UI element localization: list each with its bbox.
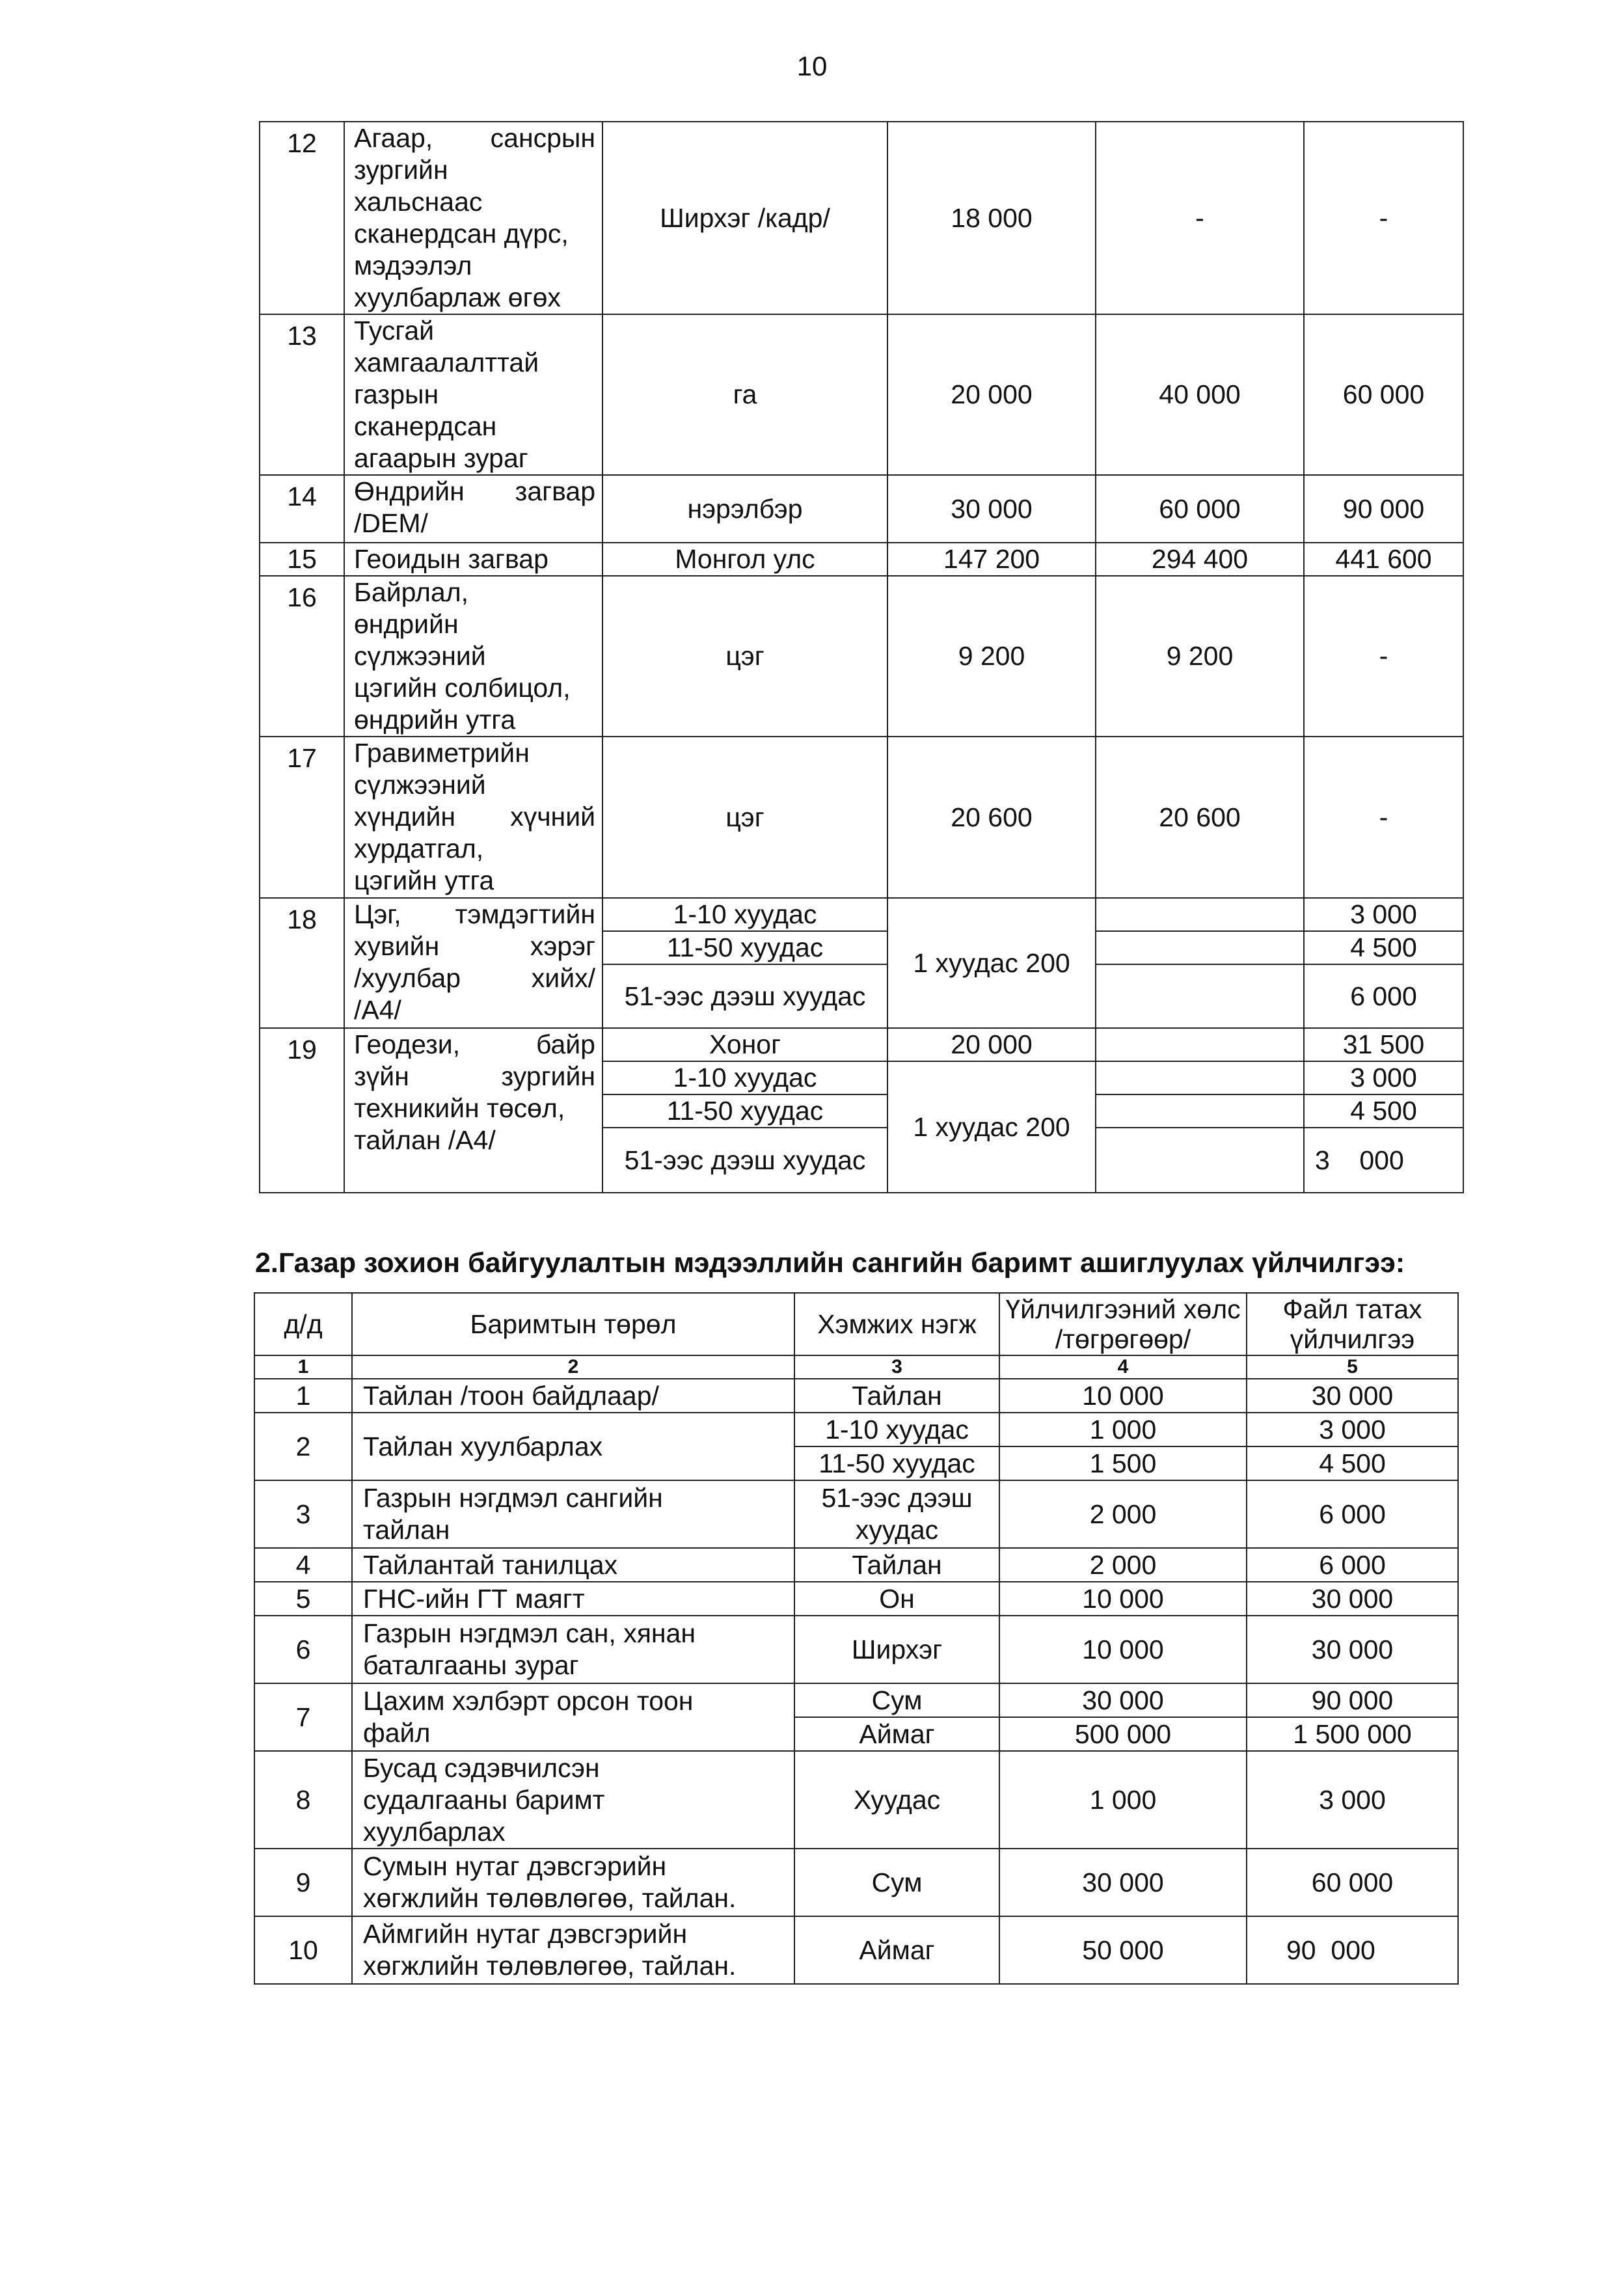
table-row [254,1548,1458,1582]
price-1: 20 000 [887,1028,1096,1061]
price-1: 1 хуудас 200 [887,898,1096,1028]
row-file: 4 500 [1247,1446,1458,1480]
row-fee: 1 000 [999,1751,1247,1849]
row-number: 8 [254,1751,352,1849]
price-3: 3 000 [1304,1061,1463,1094]
price-table-land-database [254,1292,1459,1985]
row-type: Сумын нутаг дэвсгэрийн хөгжлийн төлөвлөгөө, тайлан. [352,1849,794,1916]
row-type: Тайлантай танилцах [352,1548,794,1582]
row-unit: 11-50 хуудас [794,1446,999,1480]
row-description: Тусгай хамгаалалттай газрын сканердсан агаарын зураг [344,314,602,475]
row-unit: 1-10 хуудас [602,898,887,931]
header-type: Баримтын төрөл [352,1293,794,1355]
row-number: 15 [260,543,344,576]
row-fee: 2 000 [999,1548,1247,1582]
row-type: ГНС-ийн ГТ маягт [352,1582,794,1616]
price-3: 4 500 [1304,1094,1463,1128]
row-number: 6 [254,1616,352,1683]
price-3: 6 000 [1304,964,1463,1028]
row-file: 3 000 [1247,1751,1458,1849]
table-row [260,737,1463,898]
row-unit: 1-10 хуудас [794,1413,999,1446]
price-1: 30 000 [887,475,1096,543]
table-row [254,1916,1458,1984]
row-description: Байрлал, өндрийн сүлжээний цэгийн солбицол, өндрийн утга [344,576,602,737]
row-unit: Тайлан [794,1548,999,1582]
header-no: д/д [254,1293,352,1355]
row-description: Өндрийн загвар /DEM/ [344,475,602,543]
table-row [254,1683,1458,1717]
header-file: Файл татах үйлчилгээ [1247,1293,1458,1355]
row-file: 90 000 [1247,1916,1458,1984]
price-2 [1096,964,1304,1028]
row-unit: Он [794,1582,999,1616]
row-file: 1 500 000 [1247,1717,1458,1751]
row-number: 1 [254,1379,352,1413]
price-2 [1096,1028,1304,1061]
row-description: Геодези, байр зүйн зургийн техникийн төсөл, тайлан /А4/ [344,1028,602,1193]
row-number: 7 [254,1683,352,1751]
price-2 [1096,1061,1304,1094]
row-unit: Хоног [602,1028,887,1061]
index-cell: 1 [254,1355,352,1379]
price-2: 40 000 [1096,314,1304,475]
row-description: Геоидын загвар [344,543,602,576]
table-row [254,1413,1458,1446]
price-2 [1096,1094,1304,1128]
row-fee: 30 000 [999,1683,1247,1717]
index-cell: 3 [794,1355,999,1379]
row-number: 2 [254,1413,352,1480]
row-type: Газрын нэгдмэл сангийн тайлан [352,1480,794,1548]
row-fee: 2 000 [999,1480,1247,1548]
price-2: 294 400 [1096,543,1304,576]
price-3: 3 000 [1304,1128,1463,1193]
table-row [254,1849,1458,1916]
row-type: Газрын нэгдмэл сан, хянан баталгааны зураг [352,1616,794,1683]
price-1: 20 000 [887,314,1096,475]
table-row [260,1028,1463,1061]
price-2: 20 600 [1096,737,1304,898]
row-unit: Тайлан [794,1379,999,1413]
price-3: - [1304,122,1463,314]
row-unit: 1-10 хуудас [602,1061,887,1094]
row-unit: цэг [602,576,887,737]
row-type: Тайлан хуулбарлах [352,1413,794,1480]
price-1: 18 000 [887,122,1096,314]
price-3: 3 000 [1304,898,1463,931]
row-unit: цэг [602,737,887,898]
header-unit: Хэмжих нэгж [794,1293,999,1355]
row-file: 6 000 [1247,1480,1458,1548]
price-2: 60 000 [1096,475,1304,543]
table-row [254,1582,1458,1616]
index-cell: 5 [1247,1355,1458,1379]
row-number: 5 [254,1582,352,1616]
row-type: Тайлан /тоон байдлаар/ [352,1379,794,1413]
table-row [254,1480,1458,1548]
price-2 [1096,1128,1304,1193]
table-index-row [254,1355,1458,1379]
price-2: 9 200 [1096,576,1304,737]
row-unit: 51-ээс дээш хуудас [794,1480,999,1548]
price-1: 147 200 [887,543,1096,576]
row-number: 14 [260,475,344,543]
table-header-row [254,1293,1458,1355]
price-1: 1 хуудас 200 [887,1061,1096,1193]
price-1: 20 600 [887,737,1096,898]
price-table-geodesy [259,121,1464,1193]
row-file: 6 000 [1247,1548,1458,1582]
table-row [260,543,1463,576]
table-row [260,576,1463,737]
row-fee: 30 000 [999,1849,1247,1916]
price-3: 90 000 [1304,475,1463,543]
page-number: 10 [796,51,828,81]
price-3: 31 500 [1304,1028,1463,1061]
row-unit: Монгол улс [602,543,887,576]
table-row [260,898,1463,931]
price-3: 441 600 [1304,543,1463,576]
price-3: 4 500 [1304,931,1463,964]
row-file: 30 000 [1247,1616,1458,1683]
row-unit: Сум [794,1849,999,1916]
row-number: 10 [254,1916,352,1984]
price-2 [1096,931,1304,964]
index-cell: 2 [352,1355,794,1379]
price-3: - [1304,737,1463,898]
row-file: 30 000 [1247,1582,1458,1616]
row-unit: 11-50 хуудас [602,931,887,964]
row-unit: нэрэлбэр [602,475,887,543]
row-number: 18 [260,898,344,1028]
table-row [254,1616,1458,1683]
row-unit: 51-ээс дээш хуудас [602,1128,887,1193]
price-1: 9 200 [887,576,1096,737]
row-fee: 10 000 [999,1582,1247,1616]
row-file: 3 000 [1247,1413,1458,1446]
table-row [254,1379,1458,1413]
row-unit: Сум [794,1683,999,1717]
row-fee: 50 000 [999,1916,1247,1984]
row-unit: 51-ээс дээш хуудас [602,964,887,1028]
row-number: 17 [260,737,344,898]
row-number: 19 [260,1028,344,1193]
row-number: 12 [260,122,344,314]
price-3: - [1304,576,1463,737]
row-fee: 1 500 [999,1446,1247,1480]
row-number: 16 [260,576,344,737]
row-fee: 10 000 [999,1616,1247,1683]
row-unit: Аймаг [794,1717,999,1751]
row-unit: Хуудас [794,1751,999,1849]
row-file: 60 000 [1247,1849,1458,1916]
table-row [260,314,1463,475]
row-file: 90 000 [1247,1683,1458,1717]
row-fee: 500 000 [999,1717,1247,1751]
row-description: Агаар, сансрын зургийн хальснаас сканердсан дүрс, мэдээлэл хуулбарлаж өгөх [344,122,602,314]
section-title: 2.Газар зохион байгуулалтын мэдээллийн сангийн баримт ашиглуулах үйлчилгээ: [255,1247,1405,1279]
row-type: Бусад сэдэвчилсэн судалгааны баримт хуулбарлах [352,1751,794,1849]
row-description: Гравиметрийн сүлжээний хүндийн хүчний хурдатгал, цэгийн утга [344,737,602,898]
row-number: 3 [254,1480,352,1548]
index-cell: 4 [999,1355,1247,1379]
row-file: 30 000 [1247,1379,1458,1413]
row-description: Цэг, тэмдэгтийн хувийн хэрэг /хуулбар хийх/ /А4/ [344,898,602,1028]
price-2: - [1096,122,1304,314]
table-row [254,1751,1458,1849]
row-type: Цахим хэлбэрт орсон тоон файл [352,1683,794,1751]
row-fee: 10 000 [999,1379,1247,1413]
row-unit: Ширхэг /кадр/ [602,122,887,314]
price-2 [1096,898,1304,931]
row-number: 13 [260,314,344,475]
row-type: Аймгийн нутаг дэвсгэрийн хөгжлийн төлөвлөгөө, тайлан. [352,1916,794,1984]
price-3: 60 000 [1304,314,1463,475]
row-unit: Ширхэг [794,1616,999,1683]
row-unit: 11-50 хуудас [602,1094,887,1128]
row-unit: га [602,314,887,475]
row-fee: 1 000 [999,1413,1247,1446]
table-row [260,122,1463,314]
header-fee: Үйлчилгээний хөлс /төгрөгөөр/ [999,1293,1247,1355]
row-unit: Аймаг [794,1916,999,1984]
row-number: 9 [254,1849,352,1916]
row-number: 4 [254,1548,352,1582]
table-row [260,475,1463,543]
